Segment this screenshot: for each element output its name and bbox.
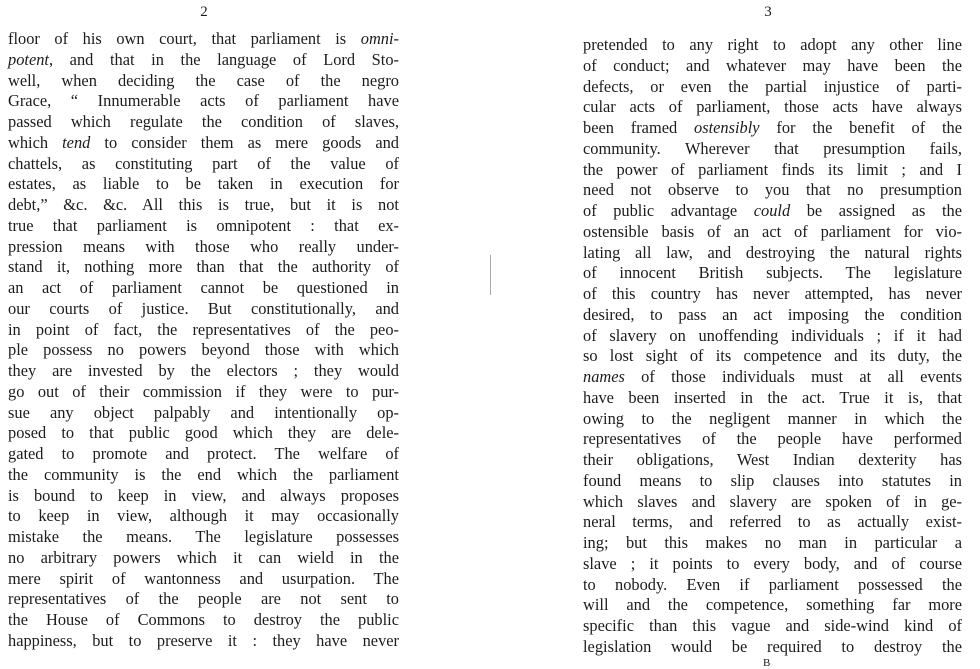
text-line: community. Wherever that presumption fails, bbox=[583, 138, 962, 158]
text-line: true that parliament is omnipotent : that ex- bbox=[8, 215, 399, 235]
text-line: gated to promote and protect. The welfare of bbox=[8, 444, 399, 463]
text-line: Grace, “ Innumerable acts of parliament have bbox=[8, 91, 399, 111]
text-line: in point of fact, the representatives of the peo- bbox=[8, 319, 399, 339]
text-line: mistake the means. The legislature possesses bbox=[8, 527, 399, 546]
italic-text: potent bbox=[8, 49, 49, 69]
text-line: slave ; it points to every body, and of course bbox=[583, 553, 962, 573]
text-line: stand it, nothing more than that the authority of bbox=[8, 257, 399, 277]
text-line: well, when deciding the case of the negro bbox=[8, 70, 399, 90]
text-line: will and the competence, something far more bbox=[583, 595, 962, 615]
page-number-left: 2 bbox=[200, 4, 208, 20]
right-page-text bbox=[583, 35, 962, 658]
text-line: desired, to pass an act imposing the condition bbox=[583, 304, 962, 324]
text-line: pretended to any right to adopt any other line bbox=[583, 35, 962, 54]
text-line: the community is the end which the parliament bbox=[8, 464, 399, 484]
text-line: to keep in view, although it may occasionally bbox=[8, 506, 399, 526]
italic-text: names bbox=[583, 367, 625, 386]
text-line: specific than this vague and side-wind kind of bbox=[583, 616, 962, 635]
text-line: sue any object palpably and intentionally op- bbox=[8, 402, 399, 422]
italic-text: tend bbox=[62, 132, 91, 152]
text-line: names of those individuals must at all events bbox=[583, 367, 962, 386]
text-line: of slavery on unoffending individuals ; if it had bbox=[583, 325, 962, 345]
text-line: found means to slip clauses into statutes in bbox=[583, 470, 962, 490]
text-line: estates, as liable to be taken in execution for bbox=[8, 174, 399, 194]
text-line: ing; but this makes no man in particular a bbox=[583, 533, 962, 552]
text-line: happiness, but to preserve it : they have never bbox=[8, 630, 399, 650]
text-line: they are invested by the electors ; they would bbox=[8, 361, 399, 380]
text-line: passed which regulate the condition of slaves, bbox=[8, 112, 399, 131]
text-line: so lost sight of its competence and its duty, the bbox=[583, 346, 962, 366]
text-line: the power of parliament finds its limit ; and I bbox=[583, 159, 962, 179]
text-line: of conduct; and whatever may have been the bbox=[583, 55, 962, 75]
italic-text: omni- bbox=[360, 29, 399, 48]
text-line: representatives of the people are not sent to bbox=[8, 589, 399, 609]
left-page-text bbox=[8, 29, 399, 652]
text-line: which tend to consider them as mere goods and bbox=[8, 132, 399, 152]
text-line: debt,” &c. &c. All this is true, but it is not bbox=[8, 195, 399, 214]
text-line: need not observe to you that no presumption bbox=[583, 180, 962, 200]
text-line: is bound to keep in view, and always proposes bbox=[8, 485, 399, 505]
text-line: to nobody. Even if parliament possessed the bbox=[583, 574, 962, 594]
page-number-right: 3 bbox=[764, 4, 772, 20]
text-line: defects, or even the partial injustice of parti- bbox=[583, 76, 962, 96]
text-line: floor of his own court, that parliament is omni- bbox=[8, 29, 399, 48]
text-line: no arbitrary powers which it can wield in the bbox=[8, 547, 399, 567]
text-line: lating all law, and destroying the natural rights bbox=[583, 242, 962, 262]
text-line: ple possess no powers beyond those with which bbox=[8, 340, 399, 360]
text-line: potent, and that in the language of Lord Sto- bbox=[8, 49, 399, 69]
text-line: been framed ostensibly for the benefit of the bbox=[583, 118, 962, 137]
text-line: the House of Commons to destroy the public bbox=[8, 610, 399, 629]
text-line: go out of their commission if they were to pur- bbox=[8, 381, 399, 401]
text-line: pression means with those who really under- bbox=[8, 236, 399, 256]
text-line: our courts of justice. But constitutionally, and bbox=[8, 298, 399, 318]
text-line: an act of parliament cannot be questioned in bbox=[8, 278, 399, 297]
text-line: legislation would be required to destroy the bbox=[583, 636, 962, 656]
text-line: which slaves and slavery are spoken of in ge- bbox=[583, 491, 962, 511]
text-line: have been inserted in the act. True it is, that bbox=[583, 387, 962, 407]
text-line: mere spirit of wantonness and usurpation. The bbox=[8, 568, 399, 588]
italic-text: could bbox=[753, 201, 791, 220]
text-line: chattels, as constituting part of the value of bbox=[8, 153, 399, 173]
italic-text: ostensibly bbox=[694, 118, 760, 137]
text-line: cular acts of parliament, those acts have always bbox=[583, 97, 962, 117]
text-line: their obligations, West Indian dexterity has bbox=[583, 450, 962, 469]
signature-mark: B bbox=[763, 657, 772, 669]
text-line: owing to the negligent manner in which the bbox=[583, 408, 962, 428]
text-line: neral terms, and referred to as actually exist- bbox=[583, 512, 962, 532]
text-line: of innocent British subjects. The legislature bbox=[583, 263, 962, 283]
right-page bbox=[490, 0, 980, 669]
text-line: posed to that public good which they are dele- bbox=[8, 423, 399, 443]
text-line: of this country has never attempted, has never bbox=[583, 284, 962, 303]
text-line: ostensible basis of an act of parliament for vio- bbox=[583, 221, 962, 241]
text-line: representatives of the people have performed bbox=[583, 429, 962, 449]
text-line: of public advantage could be assigned as the bbox=[583, 201, 962, 220]
